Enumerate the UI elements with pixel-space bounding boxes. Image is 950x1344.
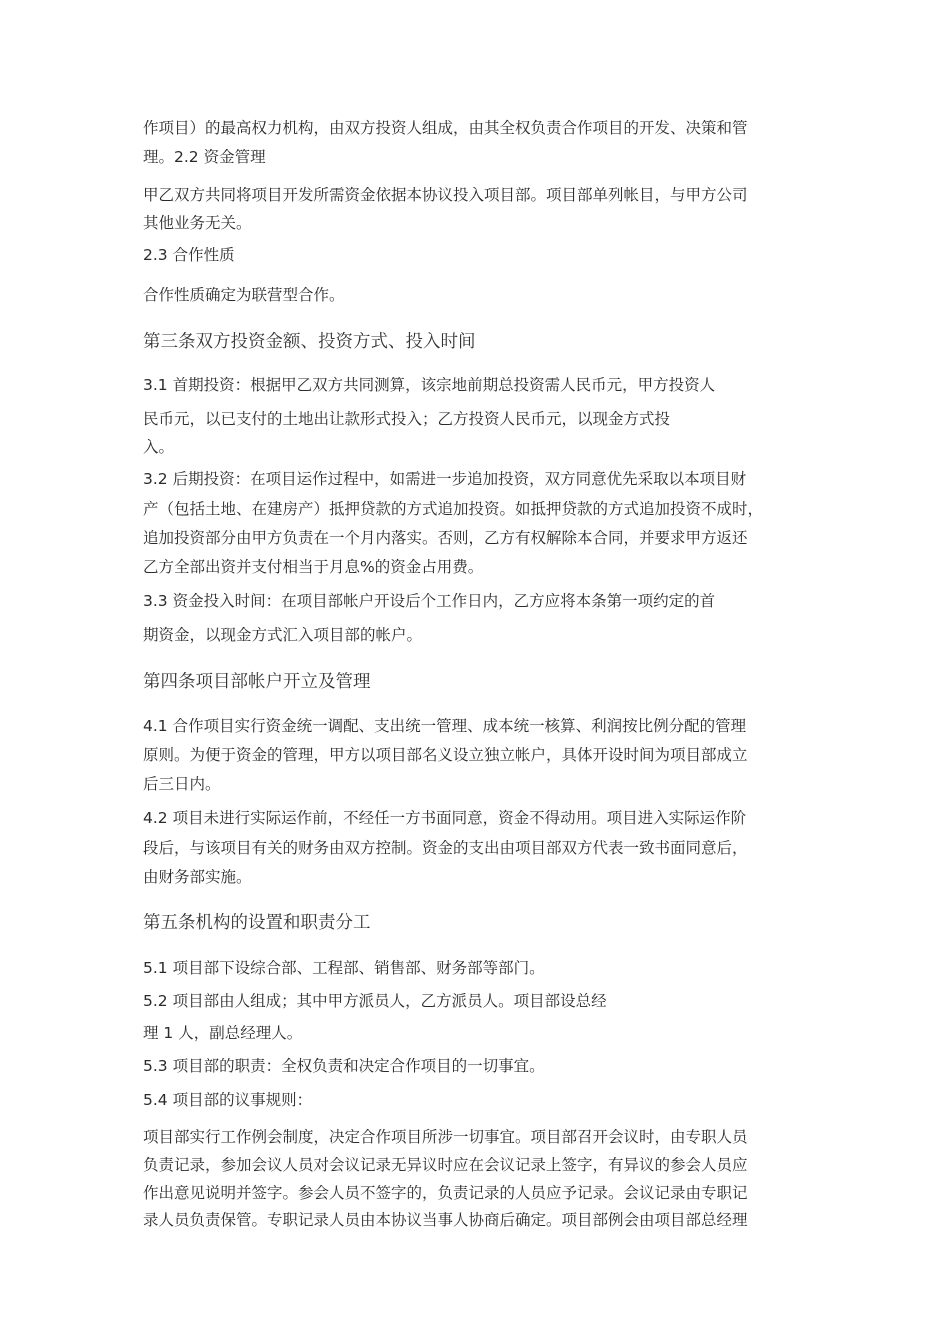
- paragraph-line: 理。2.2 资金管理: [143, 148, 266, 166]
- paragraph-line: 5.1 项目部下设综合部、工程部、销售部、财务部等部门。: [143, 959, 545, 977]
- paragraph-line: 2.3 合作性质: [143, 246, 235, 264]
- paragraph-line: 后三日内。: [143, 775, 221, 793]
- paragraph-line: 项目部实行工作例会制度，决定合作项目所涉一切事宜。项目部召开会议时，由专职人员: [143, 1128, 748, 1146]
- paragraph-line: 作项目）的最高权力机构，由双方投资人组成，由其全权负责合作项目的开发、决策和管: [143, 119, 748, 137]
- paragraph-line: 4.1 合作项目实行资金统一调配、支出统一管理、成本统一核算、利润按比例分配的管理: [143, 717, 747, 735]
- paragraph-line: 3.3 资金投入时间：在项目部帐户开设后个工作日内，乙方应将本条第一项约定的首: [143, 592, 716, 610]
- paragraph-line: 作出意见说明并签字。参会人员不签字的，负责记录的人员应予记录。会议记录由专职记: [143, 1184, 748, 1202]
- paragraph-line: 乙方全部出资并支付相当于月息%的资金占用费。: [143, 558, 484, 576]
- paragraph-line: 其他业务无关。: [143, 214, 252, 232]
- paragraph-line: 5.4 项目部的议事规则：: [143, 1091, 313, 1109]
- paragraph-line: 期资金，以现金方式汇入项目部的帐户。: [143, 626, 423, 644]
- paragraph-line: 民币元，以已支付的土地出让款形式投入；乙方投资人民币元，以现金方式投: [143, 410, 671, 428]
- section-heading: 第三条双方投资金额、投资方式、投入时间: [143, 332, 476, 352]
- paragraph-line: 3.2 后期投资：在项目运作过程中，如需进一步追加投资，双方同意优先采取以本项目财: [143, 470, 747, 488]
- section-heading: 第五条机构的设置和职责分工: [143, 913, 371, 933]
- paragraph-line: 原则。为便于资金的管理，甲方以项目部名义设立独立帐户，具体开设时间为项目部成立: [143, 746, 748, 764]
- paragraph-line: 5.2 项目部由人组成；其中甲方派员人，乙方派员人。项目部设总经: [143, 992, 607, 1010]
- paragraph-line: 入。: [143, 438, 175, 456]
- paragraph-line: 5.3 项目部的职责：全权负责和决定合作项目的一切事宜。: [143, 1057, 545, 1075]
- paragraph-line: 追加投资部分由甲方负责在一个月内落实。否则，乙方有权解除本合同，并要求甲方返还: [143, 529, 748, 547]
- paragraph-line: 由财务部实施。: [143, 868, 252, 886]
- paragraph-line: 录人员负责保管。专职记录人员由本协议当事人协商后确定。项目部例会由项目部总经理: [143, 1211, 748, 1229]
- paragraph-line: 4.2 项目未进行实际运作前，不经任一方书面同意，资金不得动用。项目进入实际运作阶: [143, 809, 747, 827]
- section-heading: 第四条项目部帐户开立及管理: [143, 672, 371, 692]
- paragraph-line: 理 1 人，副总经理人。: [143, 1024, 303, 1042]
- paragraph-line: 产（包括土地、在建房产）抵押贷款的方式追加投资。如抵押贷款的方式追加投资不成时，: [143, 500, 764, 518]
- paragraph-line: 负责记录，参加会议人员对会议记录无异议时应在会议记录上签字，有异议的参会人员应: [143, 1156, 748, 1174]
- paragraph-line: 3.1 首期投资：根据甲乙双方共同测算，该宗地前期总投资需人民币元，甲方投资人: [143, 376, 716, 394]
- paragraph-line: 甲乙双方共同将项目开发所需资金依据本协议投入项目部。项目部单列帐目，与甲方公司: [143, 186, 748, 204]
- paragraph-line: 合作性质确定为联营型合作。: [143, 286, 345, 304]
- paragraph-line: 段后，与该项目有关的财务由双方控制。资金的支出由项目部双方代表一致书面同意后，: [143, 839, 748, 857]
